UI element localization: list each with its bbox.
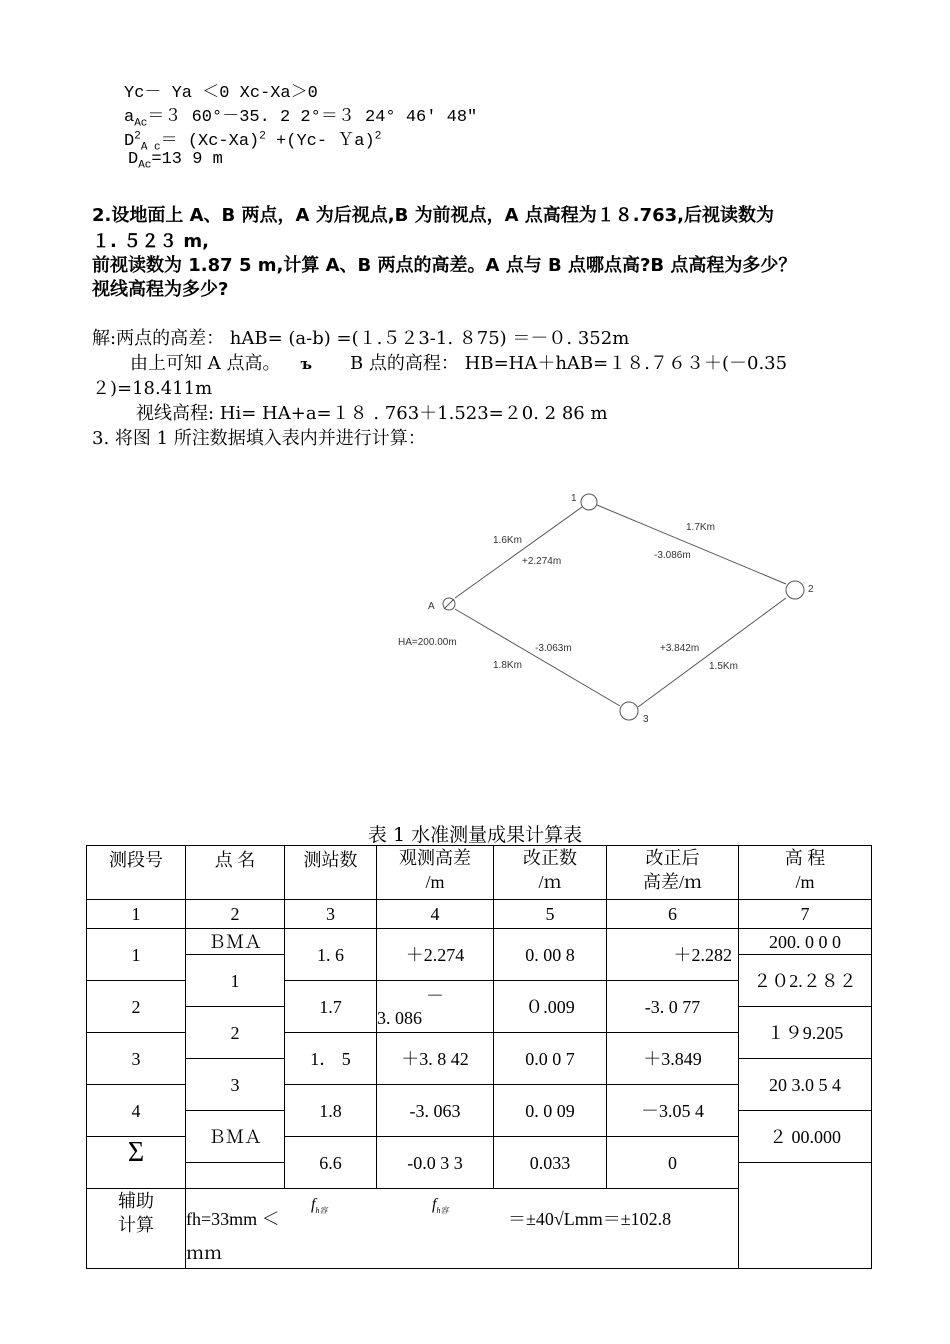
formula-azimuth: ＝３ 60°－35. 2 2°＝３ 24° 46′ 48″: [147, 108, 478, 127]
colnum-row: [87, 900, 872, 929]
header-stations: 测站数: [285, 846, 377, 900]
aux-formula: ＝±40√Lmm＝±102.8: [508, 1209, 672, 1229]
observed-3: ＋3. 8 42: [377, 1033, 494, 1085]
aux-label: [87, 1189, 186, 1269]
line-1-2: [597, 505, 786, 584]
aux-f1: f: [311, 1196, 316, 1213]
answer-a-higher: 由上可知 A 点高。: [130, 353, 281, 374]
segment-2: 2: [87, 981, 186, 1033]
label-a1-dist: 1.6Km: [493, 535, 522, 546]
line-a-1: [455, 507, 582, 598]
correction-sum: 0.033: [494, 1137, 607, 1189]
formula-a: a: [124, 108, 135, 127]
aux-label-l1: 辅助: [118, 1191, 154, 1211]
label-12-dist: 1.7Km: [686, 522, 715, 533]
observed-4: -3. 063: [377, 1085, 494, 1137]
formula-d2: D: [128, 150, 139, 169]
formula-sq2: 2: [374, 130, 382, 143]
aux-f2-sub: h容: [436, 1206, 449, 1216]
q2-line-1: 2.设地面上 A、B 两点，A 为后视点,B 为前视点，A 点高程为１８.763,后视读数为: [92, 205, 775, 226]
answer-hb: B 点的高程： HB=HA＋hAB=１８.７６３＋(－0.35: [349, 353, 788, 374]
header-observed-l1: 观测高差: [399, 848, 471, 868]
elevation-3: 20 3.0 5 4: [739, 1059, 872, 1111]
aux-label-l2: 计算: [118, 1215, 154, 1235]
stations-1: 1. 6: [285, 929, 377, 981]
answer-mark: ъ: [300, 355, 312, 373]
elevation-bma: 200. 0 0 0: [739, 929, 872, 955]
elevation-2: １９9.205: [739, 1007, 872, 1059]
corrected-sum: 0: [607, 1137, 739, 1189]
point-name-2: 2: [186, 1007, 285, 1059]
label-a1-dh: +2.274m: [522, 556, 562, 567]
label-point-a: A: [428, 601, 435, 612]
table-caption: 表 1 水准测量成果计算表: [367, 824, 583, 846]
colnum-7: 7: [739, 900, 872, 929]
label-3a-dist: 1.8Km: [493, 660, 522, 671]
observed-2: [377, 981, 494, 1033]
colnum-2: 2: [186, 900, 285, 929]
correction-2: ０.009: [494, 981, 607, 1033]
formula-dx: ＝ (Xc-Xa): [160, 132, 260, 151]
correction-1: 0. 00 8: [494, 929, 607, 981]
aux-f2: f: [432, 1196, 437, 1213]
aux-calc-l1: [186, 1196, 746, 1231]
corrected-1: ＋2.282: [607, 929, 739, 981]
label-12-dh: -3.086m: [654, 550, 691, 561]
stations-2: 1.7: [285, 981, 377, 1033]
corrected-4: －3.05 4: [607, 1085, 739, 1137]
formula-d-sup: 2: [134, 130, 141, 143]
label-point-2: 2: [808, 584, 814, 595]
header-corrected-l2: 高差/ｍ: [642, 872, 702, 892]
colnum-1: 1: [87, 900, 186, 929]
segment-4: 4: [87, 1085, 186, 1137]
elevation-1: ２０2.２８２: [739, 955, 872, 1007]
answer-line-4: 视线高程: Hi= HA+a=１８ . 763＋1.523=２0. 2 86 m: [136, 403, 608, 424]
table-row: [87, 929, 872, 955]
q2-line-2: １. ５２３ m,: [92, 231, 209, 252]
header-point: 点 名: [186, 846, 285, 900]
header-correction-l2: /ｍ: [538, 872, 562, 892]
observed-1: ＋2.274: [377, 929, 494, 981]
answer-line-5: 3. 将图 1 所注数据填入表内并进行计算：: [92, 428, 426, 449]
line-3-a: [455, 609, 620, 706]
point-name-empty: [186, 1163, 285, 1189]
formula-line-1: Yc－ Ya ＜0 Xc-Xa＞0: [124, 84, 318, 103]
label-23-dh: +3.842m: [660, 643, 700, 654]
answer-line-3: ２)=18.411m: [92, 378, 213, 399]
point-name-1: 1: [186, 955, 285, 1007]
header-row: [87, 846, 872, 900]
formula-sq1: 2: [259, 130, 266, 143]
aux-fh-allow-2: [432, 1193, 448, 1223]
segment-1: 1: [87, 929, 186, 981]
corrected-3: ＋3.849: [607, 1033, 739, 1085]
observed-sum: -0.0 3 3: [377, 1137, 494, 1189]
header-elevation-l1: 高 程: [784, 848, 826, 868]
point-name-bma-start: ＢＭＡ: [186, 929, 285, 955]
header-corrected-l1: 改正后: [645, 848, 700, 868]
point-2-marker: [786, 581, 804, 599]
segment-3: 3: [87, 1033, 186, 1085]
observed-2-value: 3. 086: [377, 1007, 422, 1028]
label-3a-dh: -3.063m: [535, 643, 572, 654]
stations-sum: 6.6: [285, 1137, 377, 1189]
aux-fh-allow-1: [311, 1193, 327, 1223]
colnum-5: 5: [494, 900, 607, 929]
label-ha: HA=200.00m: [398, 637, 457, 648]
header-elevation: [739, 846, 872, 900]
point-1-marker: [581, 494, 597, 510]
correction-3: 0.0 0 7: [494, 1033, 607, 1085]
formula-d: D: [124, 132, 135, 151]
colnum-6: 6: [607, 900, 739, 929]
colnum-3: 3: [285, 900, 377, 929]
header-segment: 测段号: [87, 846, 186, 900]
q2-line-3: 前视读数为 1.87 5 m,计算 A、B 两点的高差。A 点与 B 点哪点高?B 点高程为多少？: [92, 255, 797, 276]
aux-fh: fh=33mm ＜: [186, 1209, 280, 1229]
formula-a-sub: Ac: [134, 117, 148, 130]
aux-calc: [186, 1189, 739, 1269]
elevation-empty: [739, 1163, 872, 1269]
stations-4: 1.8: [285, 1085, 377, 1137]
header-observed-l2: /m: [425, 872, 445, 892]
q2-line-4: 视线高程为多少?: [92, 279, 229, 300]
leveling-table: [86, 845, 872, 1269]
colnum-4: 4: [377, 900, 494, 929]
header-elevation-l2: /m: [795, 872, 815, 892]
corrected-2: -3. 0 77: [607, 981, 739, 1033]
point-name-3: 3: [186, 1059, 285, 1111]
header-correction: [494, 846, 607, 900]
header-observed: [377, 846, 494, 900]
label-point-1: 1: [571, 493, 577, 504]
stations-3: 1． 5: [285, 1033, 377, 1085]
label-point-3: 3: [643, 714, 649, 725]
aux-unit: ｍｍ: [186, 1243, 222, 1263]
header-correction-l1: 改正数: [523, 848, 577, 868]
point-name-bma-end: ＢＭＡ: [186, 1111, 285, 1163]
elevation-bma-end: ２ 00.000: [739, 1111, 872, 1163]
formula-d-sub: A c: [140, 141, 161, 154]
formula-distance: =13 9 m: [151, 150, 223, 169]
aux-f1-sub: h容: [315, 1206, 328, 1216]
formula-d2-sub: Ac: [138, 159, 152, 172]
label-23-dist: 1.5Km: [709, 661, 738, 672]
formula-dy: +(Yc- Ｙa): [265, 132, 375, 151]
correction-4: 0. 0 09: [494, 1085, 607, 1137]
answer-line-1: 解:两点的高差： hAB= (a-b) =(１.５２3-1. ８75) ＝－０. 352m: [92, 328, 630, 349]
header-corrected: [607, 846, 739, 900]
observed-2-sign: －: [426, 985, 444, 1006]
point-3-marker: [620, 702, 638, 720]
sum-symbol: Σ: [87, 1137, 186, 1189]
